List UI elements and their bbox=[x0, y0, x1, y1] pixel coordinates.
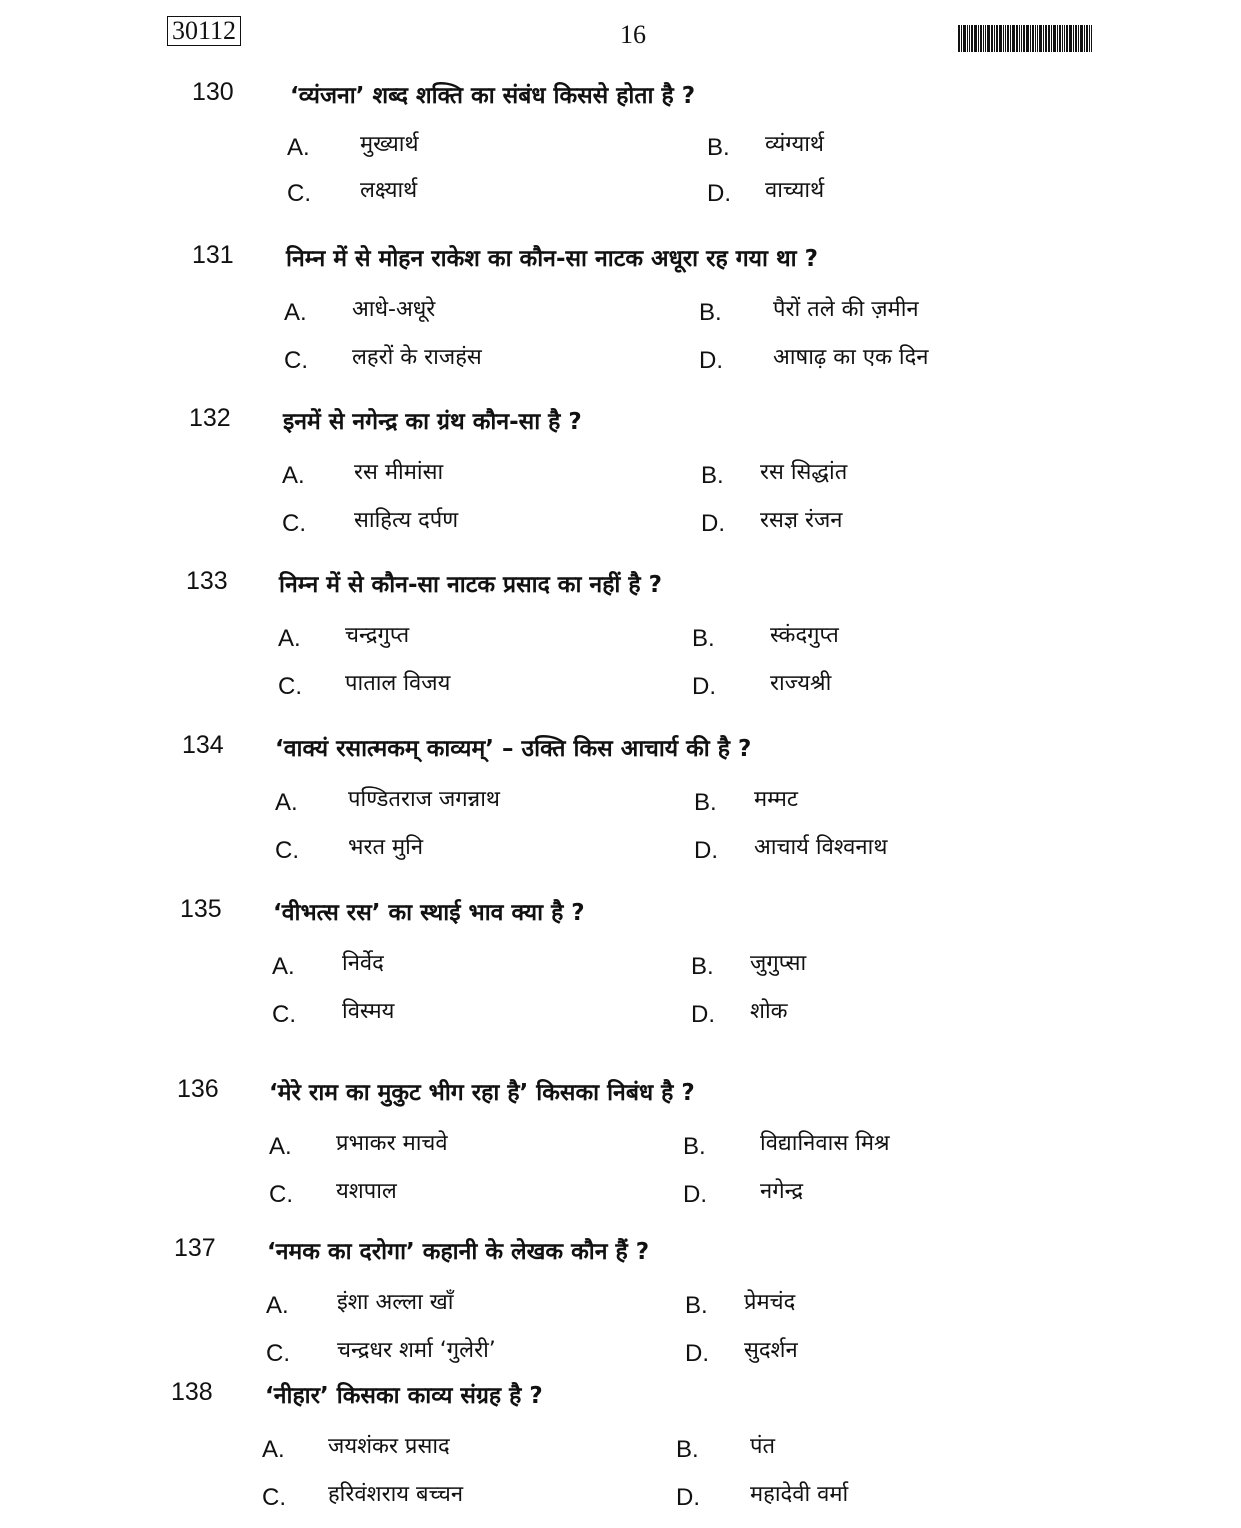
option-text: यशपाल bbox=[336, 1179, 397, 1204]
barcode-bar bbox=[1059, 25, 1061, 52]
barcode-bar bbox=[996, 25, 998, 52]
option-text: शोक bbox=[750, 999, 788, 1024]
barcode bbox=[958, 25, 1114, 52]
option-letter: A. bbox=[275, 789, 298, 816]
option-text: रसज्ञ रंजन bbox=[760, 508, 843, 533]
option-text: मुख्यार्थ bbox=[360, 132, 419, 157]
question-text: ‘नमक का दरोगा’ कहानी के लेखक कौन हैं ? bbox=[267, 1239, 650, 1265]
barcode-bar bbox=[999, 25, 1002, 52]
option-letter: B. bbox=[699, 299, 722, 326]
question-number: 132 bbox=[189, 404, 231, 432]
question-block bbox=[0, 78, 1241, 228]
barcode-bar bbox=[963, 25, 966, 52]
barcode-bar bbox=[987, 25, 990, 52]
question-number: 131 bbox=[192, 241, 234, 269]
question-block bbox=[0, 731, 1241, 881]
barcode-bar bbox=[1026, 25, 1029, 52]
barcode-bar bbox=[967, 25, 968, 52]
question-block bbox=[0, 895, 1241, 1045]
barcode-bar bbox=[991, 25, 993, 52]
option-letter: A. bbox=[266, 1292, 289, 1319]
barcode-bar bbox=[958, 25, 960, 52]
barcode-bar bbox=[1007, 25, 1009, 52]
barcode-bar bbox=[1078, 25, 1079, 52]
option-letter: C. bbox=[266, 1340, 290, 1367]
option-text: लक्ष्यार्थ bbox=[360, 178, 418, 203]
option-letter: A. bbox=[278, 625, 301, 652]
option-letter: D. bbox=[692, 673, 716, 700]
option-text: पाताल विजय bbox=[345, 671, 451, 696]
option-text: आषाढ़ का एक दिन bbox=[773, 345, 929, 370]
barcode-bar bbox=[1019, 25, 1020, 52]
option-letter: B. bbox=[691, 953, 714, 980]
barcode-bar bbox=[983, 25, 984, 52]
barcode-bar bbox=[1051, 25, 1052, 52]
question-text: ‘मेरे राम का मुकुट भीग रहा है’ किसका निबंध है ? bbox=[269, 1080, 695, 1106]
barcode-bar bbox=[1086, 25, 1088, 52]
barcode-bar bbox=[974, 25, 977, 52]
barcode-bar bbox=[969, 25, 970, 52]
barcode-bar bbox=[985, 25, 986, 52]
barcode-bar bbox=[1057, 25, 1058, 52]
barcode-bar bbox=[1043, 25, 1044, 52]
option-letter: A. bbox=[269, 1133, 292, 1160]
option-letter: D. bbox=[694, 837, 718, 864]
option-letter: D. bbox=[685, 1340, 709, 1367]
option-letter: C. bbox=[269, 1181, 293, 1208]
option-text: रस मीमांसा bbox=[354, 460, 444, 485]
option-letter: C. bbox=[284, 347, 308, 374]
barcode-bar bbox=[1073, 25, 1074, 52]
question-text: निम्न में से कौन-सा नाटक प्रसाद का नहीं है ? bbox=[279, 572, 662, 598]
barcode-bar bbox=[1075, 25, 1077, 52]
option-text: इंशा अल्ला खाँ bbox=[337, 1290, 454, 1315]
option-letter: D. bbox=[701, 510, 725, 537]
option-text: पंत bbox=[750, 1434, 776, 1459]
barcode-bar bbox=[1053, 25, 1056, 52]
option-letter: D. bbox=[699, 347, 723, 374]
option-text: जयशंकर प्रसाद bbox=[328, 1434, 450, 1459]
option-letter: B. bbox=[685, 1292, 708, 1319]
option-letter: A. bbox=[262, 1436, 285, 1463]
barcode-bar bbox=[994, 25, 995, 52]
barcode-bar bbox=[1045, 25, 1047, 52]
barcode-bar bbox=[1016, 25, 1018, 52]
option-text: आचार्य विश्वनाथ bbox=[754, 835, 888, 860]
option-letter: C. bbox=[287, 180, 311, 207]
option-text: महादेवी वर्मा bbox=[750, 1482, 849, 1507]
barcode-bar bbox=[1037, 25, 1038, 52]
option-text: मम्मट bbox=[754, 787, 798, 812]
option-letter: C. bbox=[282, 510, 306, 537]
question-text: ‘व्यंजना’ शब्द शक्ति का संबंध किससे होता है ? bbox=[290, 83, 696, 109]
barcode-bar bbox=[1089, 25, 1090, 52]
option-text: आधे-अधूरे bbox=[352, 297, 436, 322]
barcode-bar bbox=[1032, 25, 1034, 52]
question-number: 135 bbox=[180, 895, 222, 923]
option-text: रस सिद्धांत bbox=[760, 460, 848, 485]
question-block bbox=[0, 1075, 1241, 1225]
option-text: पैरों तले की ज़मीन bbox=[773, 297, 919, 322]
question-text: निम्न में से मोहन राकेश का कौन-सा नाटक अधूरा रह गया था ? bbox=[286, 246, 818, 272]
option-text: प्रभाकर माचवे bbox=[336, 1131, 448, 1156]
question-text: ‘नीहार’ किसका काव्य संग्रह है ? bbox=[265, 1383, 543, 1409]
option-letter: D. bbox=[707, 180, 731, 207]
option-letter: A. bbox=[284, 299, 307, 326]
barcode-bar bbox=[980, 25, 982, 52]
option-text: नगेन्द्र bbox=[760, 1179, 804, 1204]
question-block bbox=[0, 1234, 1241, 1384]
question-block bbox=[0, 567, 1241, 717]
option-letter: A. bbox=[287, 134, 310, 161]
option-text: वाच्यार्थ bbox=[765, 178, 825, 203]
barcode-bar bbox=[978, 25, 979, 52]
option-letter: B. bbox=[692, 625, 715, 652]
option-text: विस्मय bbox=[342, 999, 395, 1024]
barcode-bar bbox=[1084, 25, 1085, 52]
option-text: निर्वेद bbox=[342, 951, 384, 976]
barcode-bar bbox=[1048, 25, 1050, 52]
barcode-bar bbox=[1012, 25, 1015, 52]
barcode-bar bbox=[1069, 25, 1072, 52]
option-text: साहित्य दर्पण bbox=[354, 508, 459, 533]
option-text: विद्यानिवास मिश्र bbox=[760, 1131, 890, 1156]
option-text: व्यंग्यार्थ bbox=[765, 132, 824, 157]
option-letter: B. bbox=[694, 789, 717, 816]
question-text: ‘वाक्यं रसात्मकम् काव्यम्’ – उक्ति किस आचार्य की है ? bbox=[275, 736, 752, 762]
barcode-bar bbox=[1064, 25, 1065, 52]
option-letter: B. bbox=[707, 134, 730, 161]
option-text: हरिवंशराय बच्चन bbox=[328, 1482, 464, 1507]
question-number: 136 bbox=[177, 1075, 219, 1103]
barcode-bar bbox=[1030, 25, 1031, 52]
option-text: चन्द्रधर शर्मा ‘गुलेरी’ bbox=[337, 1338, 496, 1363]
barcode-bar bbox=[1005, 25, 1006, 52]
barcode-bar bbox=[1003, 25, 1004, 52]
question-number: 138 bbox=[171, 1378, 213, 1406]
barcode-bar bbox=[1039, 25, 1042, 52]
question-block bbox=[0, 1378, 1241, 1528]
option-letter: A. bbox=[282, 462, 305, 489]
barcode-bar bbox=[1035, 25, 1036, 52]
option-text: पण्डितराज जगन्नाथ bbox=[348, 787, 500, 812]
option-text: चन्द्रगुप्त bbox=[345, 623, 410, 648]
option-letter: C. bbox=[262, 1484, 286, 1511]
question-block bbox=[0, 404, 1241, 554]
barcode-bar bbox=[1010, 25, 1011, 52]
barcode-bar bbox=[1080, 25, 1083, 52]
barcode-bar bbox=[1066, 25, 1068, 52]
option-text: जुगुप्सा bbox=[750, 951, 807, 976]
option-letter: D. bbox=[676, 1484, 700, 1511]
option-text: सुदर्शन bbox=[744, 1338, 798, 1363]
barcode-bar bbox=[1023, 25, 1025, 52]
option-letter: D. bbox=[691, 1001, 715, 1028]
option-letter: C. bbox=[278, 673, 302, 700]
option-text: लहरों के राजहंस bbox=[352, 345, 482, 370]
page-number: 16 bbox=[620, 20, 646, 49]
option-letter: B. bbox=[683, 1133, 706, 1160]
barcode-bar bbox=[1021, 25, 1022, 52]
question-text: इनमें से नगेन्द्र का ग्रंथ कौन-सा है ? bbox=[283, 409, 582, 435]
option-letter: A. bbox=[272, 953, 295, 980]
option-text: स्कंदगुप्त bbox=[770, 623, 839, 648]
option-letter: C. bbox=[275, 837, 299, 864]
option-text: राज्यश्री bbox=[770, 671, 832, 696]
option-letter: C. bbox=[272, 1001, 296, 1028]
option-letter: D. bbox=[683, 1181, 707, 1208]
question-number: 134 bbox=[182, 731, 224, 759]
barcode-bar bbox=[961, 25, 962, 52]
question-number: 137 bbox=[174, 1234, 216, 1262]
option-text: भरत मुनि bbox=[348, 835, 424, 860]
paper-code: 30112 bbox=[167, 16, 241, 46]
question-text: ‘वीभत्स रस’ का स्थाई भाव क्या है ? bbox=[273, 900, 585, 926]
option-text: प्रेमचंद bbox=[744, 1290, 796, 1315]
barcode-bar bbox=[1062, 25, 1063, 52]
question-number: 133 bbox=[186, 567, 228, 595]
option-letter: B. bbox=[676, 1436, 699, 1463]
question-block bbox=[0, 241, 1241, 391]
question-number: 130 bbox=[192, 78, 234, 106]
option-letter: B. bbox=[701, 462, 724, 489]
barcode-bar bbox=[971, 25, 973, 52]
barcode-bar bbox=[1091, 25, 1092, 52]
